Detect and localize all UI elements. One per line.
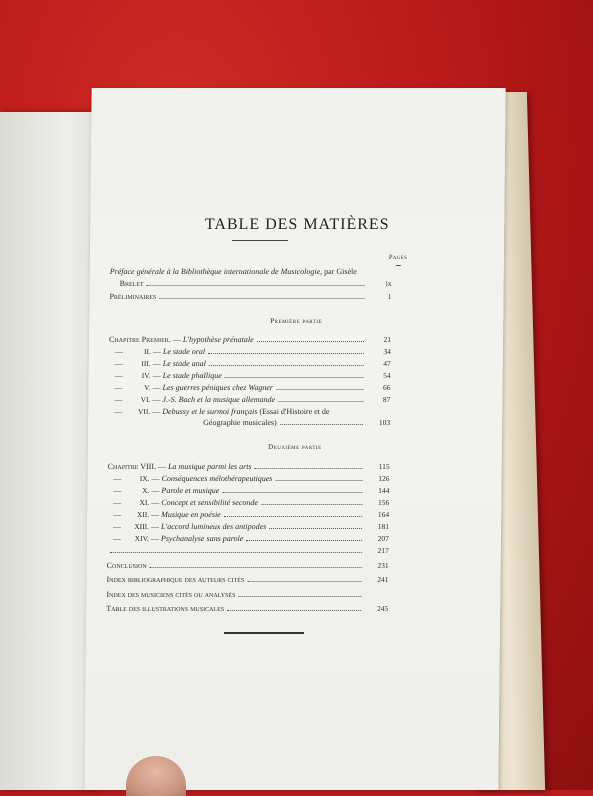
dot-leader <box>255 462 363 469</box>
part-two-heading: Deuxième partie <box>268 443 322 451</box>
dot-leader <box>208 347 364 354</box>
page-number: ix <box>385 279 392 288</box>
dot-leader <box>261 498 362 505</box>
dot-leader <box>227 604 361 611</box>
toc-chapter: — VI. — J.-S. Bach et la musique allemande 87 <box>114 395 391 404</box>
dot-leader <box>147 279 365 286</box>
page-number: 1 <box>387 292 392 301</box>
toc-back-matter: Table des illustrations musicales 245 <box>106 604 389 613</box>
toc-entry-preface: Préface générale à la Bibliothèque internationale de Musicologie, par Gisèle <box>109 267 357 276</box>
toc-back-matter: Index des musiciens cités ou analysés <box>106 590 388 599</box>
toc-back-matter: Conclusion 231 <box>106 561 389 570</box>
toc-chapter-line2: Géographie musicales) 103 <box>203 418 391 427</box>
dot-leader <box>224 510 363 517</box>
dot-leader <box>257 335 364 342</box>
dot-leader <box>225 371 364 378</box>
dot-leader <box>280 418 364 425</box>
dot-leader <box>238 590 361 597</box>
dot-leader <box>247 575 361 582</box>
dot-leader <box>150 561 362 568</box>
toc-chapter: — X. — Parole et musique 144 <box>113 486 390 495</box>
dot-leader <box>269 522 362 529</box>
toc-chapter: — XII. — Musique en poésie 164 <box>113 510 390 519</box>
left-facing-page <box>0 112 96 790</box>
toc-chapter: — IV. — Le stade phallique 54 <box>114 371 391 380</box>
toc-chapter: — IX. — Conséquences mélothérapeutiques 126 <box>113 474 390 483</box>
page-title: TABLE DES MATIÈRES <box>204 216 390 233</box>
pages-column-header: Pages <box>388 254 408 261</box>
dot-leader <box>110 546 362 553</box>
toc-entry-preliminaires: Préliminaires 1 <box>109 292 392 301</box>
toc-chapter: — XIII. — L'accord lumineux des antipodes 181 <box>113 522 390 531</box>
title-underline <box>232 240 288 241</box>
dot-leader <box>278 395 363 402</box>
toc-page <box>84 88 505 790</box>
dot-leader <box>246 534 362 541</box>
toc-back-matter: Index bibliographique des auteurs cités 241 <box>106 575 389 584</box>
dot-leader <box>209 359 364 366</box>
dot-leader <box>275 474 362 481</box>
closing-rule <box>224 632 304 634</box>
dot-leader <box>276 383 364 390</box>
pages-header-rule <box>396 265 401 266</box>
toc-chapter: — II. — Le stade oral 34 <box>114 347 391 356</box>
toc-chapter: — III. — Le stade anal 47 <box>114 359 391 368</box>
toc-entry-preface-line2: Brelet ix <box>119 279 392 288</box>
part-one-heading: Première partie <box>270 317 323 325</box>
toc-chapter: — XI. — Concept et sensibilité seconde 156 <box>113 498 390 507</box>
dot-leader <box>159 292 364 299</box>
toc-chapter: — VII. — Debussy et le surmoi français (Essai d'Histoire et de <box>114 407 330 416</box>
toc-chapter: — V. — Les guerres péniques chez Wagner 66 <box>114 383 391 392</box>
toc-extra-line: 217 <box>107 546 389 555</box>
toc-chapter: Chapitre VIII. — La musique parmi les arts 115 <box>107 462 390 471</box>
toc-chapter: Chapitre Premier. — L'hypothèse prénatale 21 <box>108 335 392 344</box>
toc-chapter: — XIV. — Psychanalyse sans parole 207 <box>112 534 390 543</box>
dot-leader <box>222 486 362 493</box>
